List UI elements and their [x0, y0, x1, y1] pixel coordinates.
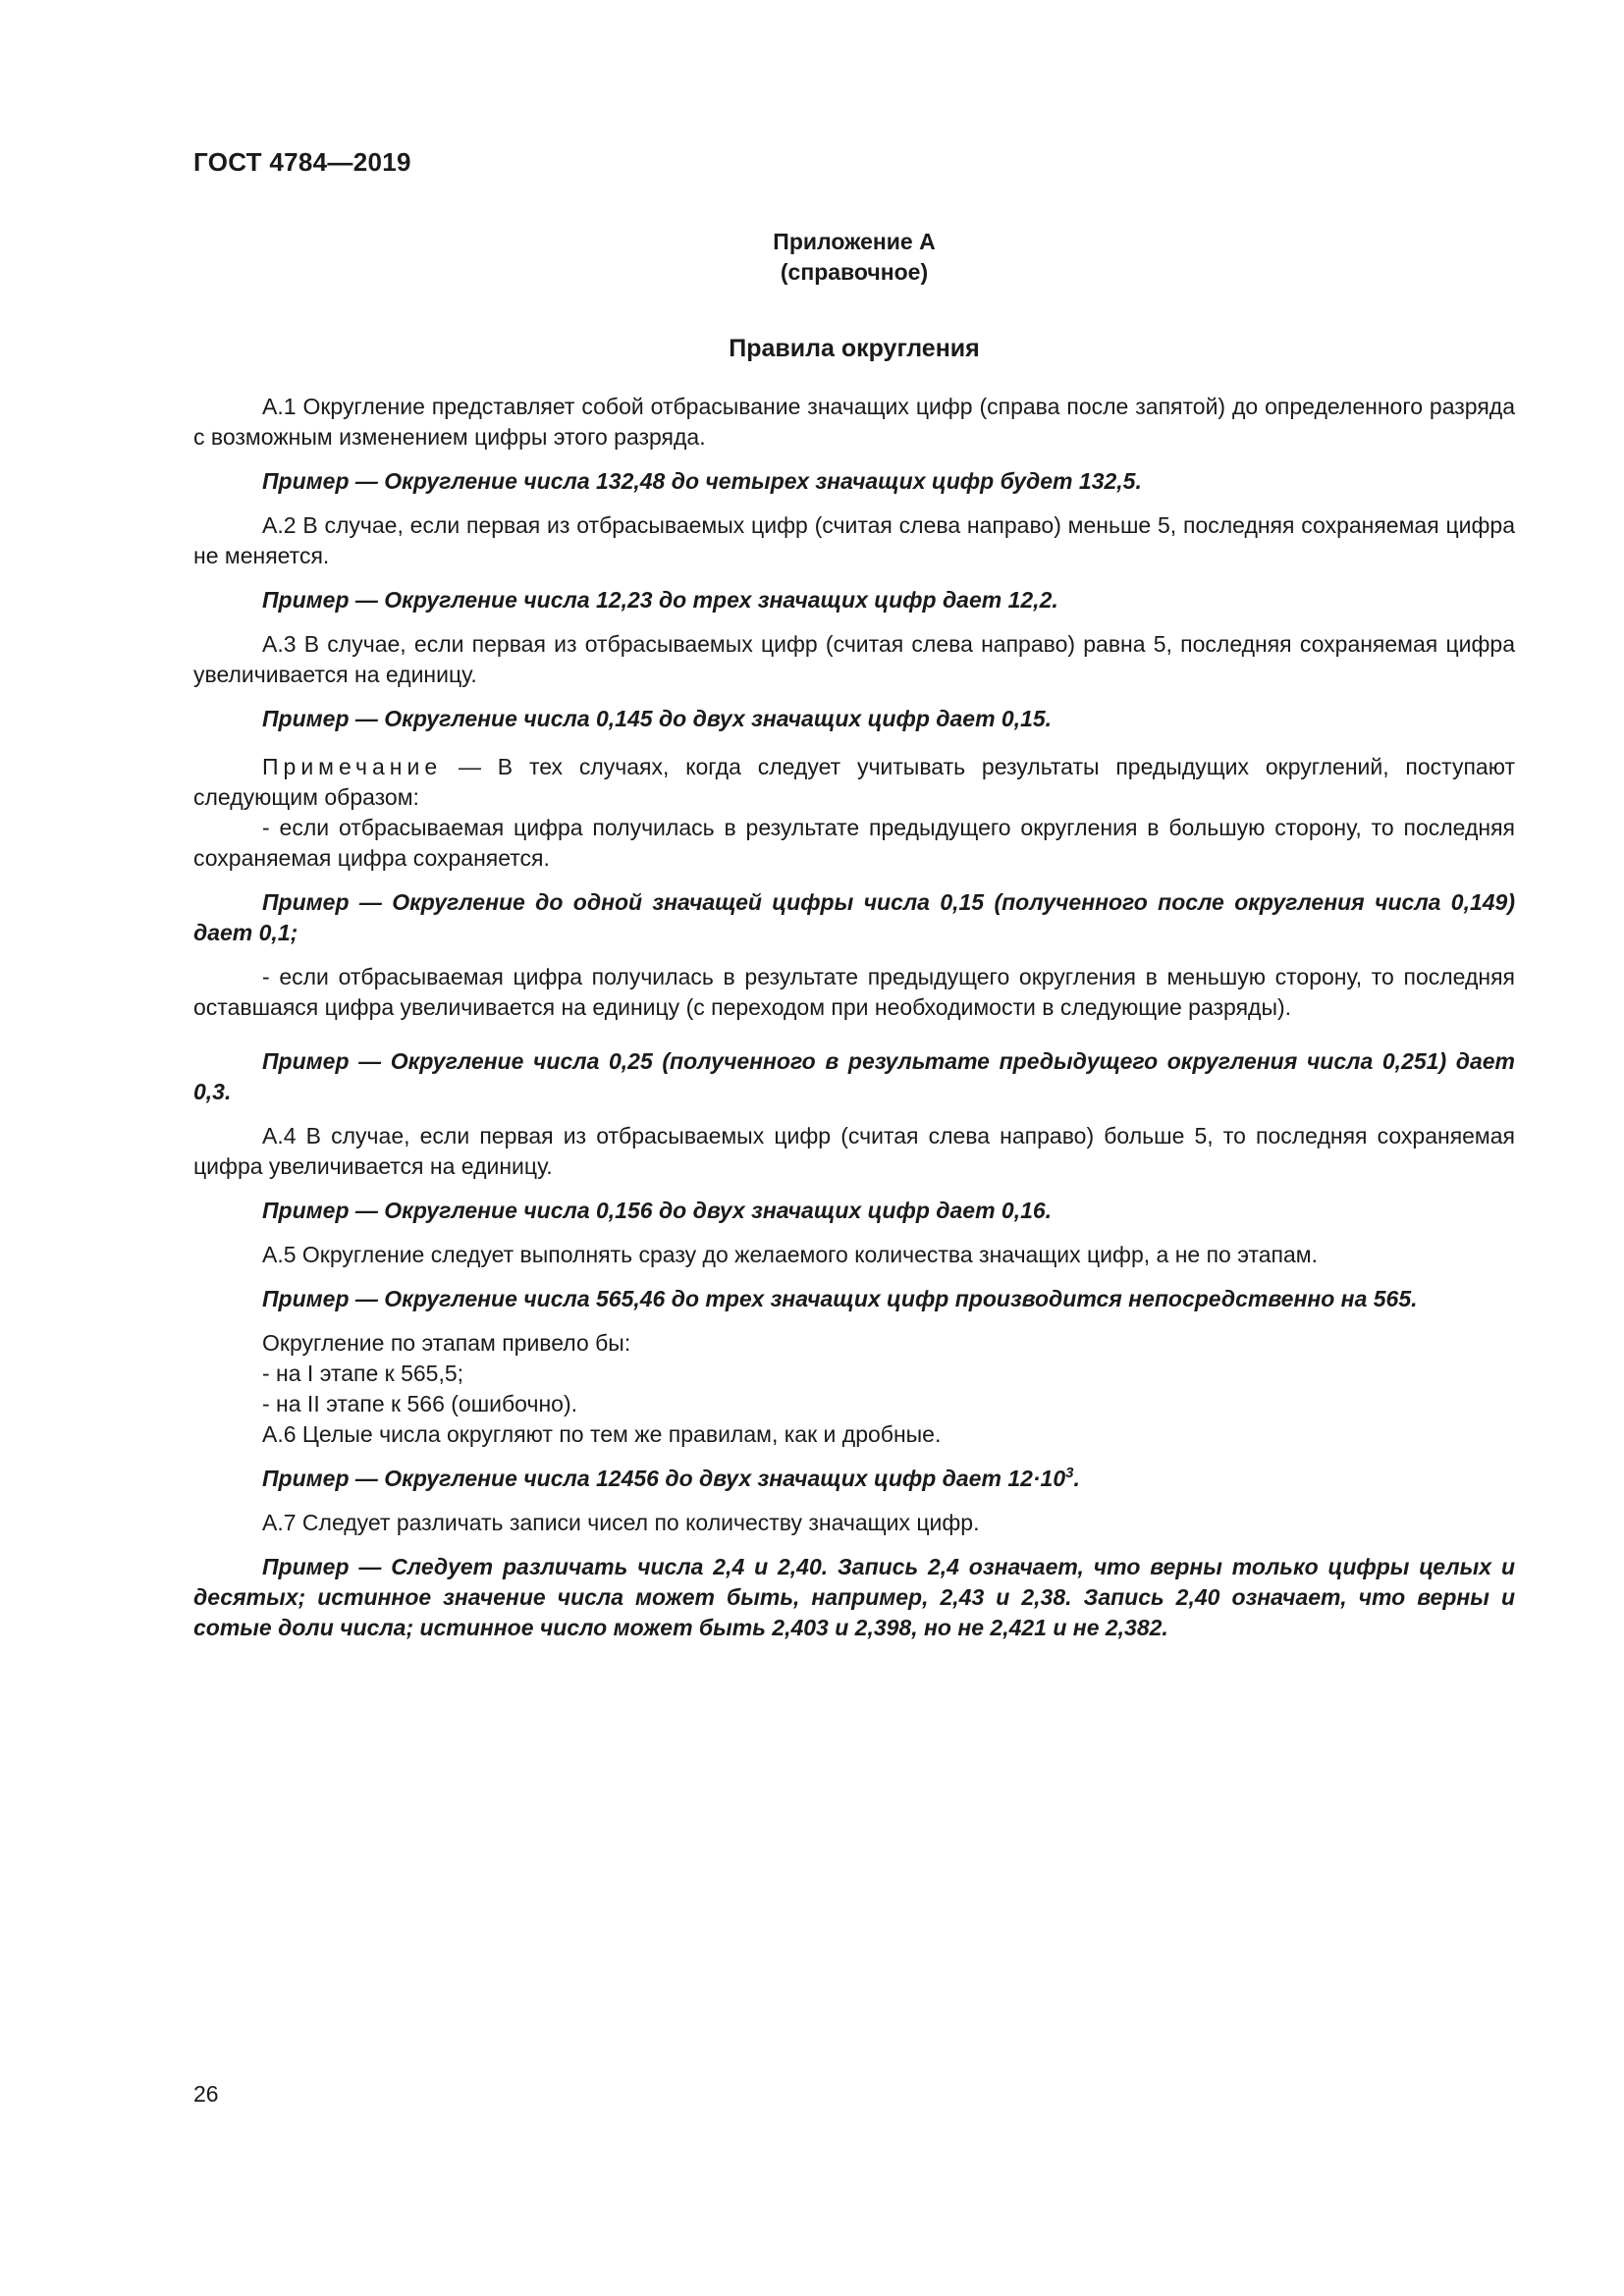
example-9: Пример — Следует различать числа 2,4 и 2,40. Запись 2,4 означает, что верны только цифры целых и десятых; истинное значение числа может быть, например, 2,43 и 2,38. Запись 2,40 означает, что верны и сотые доли числа; истинное число может быть 2,403 и 2,398, но не 2,421 и не 2,382. [193, 1554, 1515, 1640]
example-8-end: . [1073, 1466, 1080, 1491]
example-5: Пример — Округление числа 0,25 (полученного в результате предыдущего округления числа 0,251) дает 0,3. [193, 1048, 1515, 1104]
example-1: Пример — Округление числа 132,48 до четырех значащих цифр будет 132,5. [262, 468, 1142, 494]
stage-2: - на II этапе к 566 (ошибочно). [262, 1391, 577, 1416]
example-4: Пример — Округление до одной значащей цифры числа 0,15 (полученного после округления числа 0,149) дает 0,1; [193, 889, 1515, 945]
stage-intro: Округление по этапам привело бы: [262, 1330, 631, 1356]
paragraph-a5: А.5 Округление следует выполнять сразу до желаемого количества значащих цифр, а не по этапам. [262, 1242, 1318, 1267]
paragraph-a7: А.7 Следует различать записи чисел по количеству значащих цифр. [262, 1510, 980, 1535]
note-text: — В тех случаях, когда следует учитывать результаты предыдущих округлений, поступают следующим образом: [193, 754, 1515, 810]
paragraph-a3: А.3 В случае, если первая из отбрасываемых цифр (считая слева направо) равна 5, последняя сохраняемая цифра увеличивается на единицу. [193, 631, 1515, 687]
appendix-subtitle: (справочное) [780, 259, 929, 285]
appendix-heading [193, 227, 1515, 288]
note-item-2: - если отбрасываемая цифра получилась в результате предыдущего округления в меньшую сторону, то последняя оставшаяся цифра увеличивается на единицу (с переходом при необходимости в следующие разряды). [193, 964, 1515, 1020]
section-title: Правила округления [729, 335, 980, 362]
page-number: 26 [193, 2081, 219, 2107]
paragraph-a1: А.1 Округление представляет собой отбрасывание значащих цифр (справа после запятой) до определенного разряда с возможным изменением цифры этого разряда. [193, 394, 1515, 450]
example-6: Пример — Округление числа 0,156 до двух значащих цифр дает 0,16. [262, 1198, 1053, 1223]
example-8 [193, 1464, 1515, 1494]
stage-1: - на I этапе к 565,5; [262, 1361, 464, 1386]
document-body [193, 392, 1515, 1657]
example-8-text: Пример — Округление числа 12456 до двух значащих цифр дает 12·10 [262, 1466, 1066, 1491]
paragraph-a4: А.4 В случае, если первая из отбрасываемых цифр (считая слева направо) больше 5, то последняя сохраняемая цифра увеличивается на единицу. [193, 1123, 1515, 1179]
note-paragraph [193, 752, 1515, 813]
document-header: ГОСТ 4784—2019 [193, 147, 411, 177]
example-2: Пример — Округление числа 12,23 до трех значащих цифр дает 12,2. [262, 587, 1058, 613]
example-7: Пример — Округление числа 565,46 до трех значащих цифр производится непосредственно на 565. [262, 1286, 1418, 1311]
paragraph-a2: А.2 В случае, если первая из отбрасываемых цифр (считая слева направо) меньше 5, последняя сохраняемая цифра не меняется. [193, 512, 1515, 568]
example-3: Пример — Округление числа 0,145 до двух значащих цифр дает 0,15. [262, 706, 1053, 731]
paragraph-a6: А.6 Целые числа округляют по тем же правилам, как и дробные. [262, 1421, 942, 1447]
appendix-title: Приложение А [773, 229, 936, 254]
example-8-exponent: 3 [1065, 1465, 1074, 1481]
note-item-1: - если отбрасываемая цифра получилась в результате предыдущего округления в большую сторону, то последняя сохраняемая цифра сохраняется. [193, 815, 1515, 871]
note-label: Примечание [262, 754, 443, 779]
